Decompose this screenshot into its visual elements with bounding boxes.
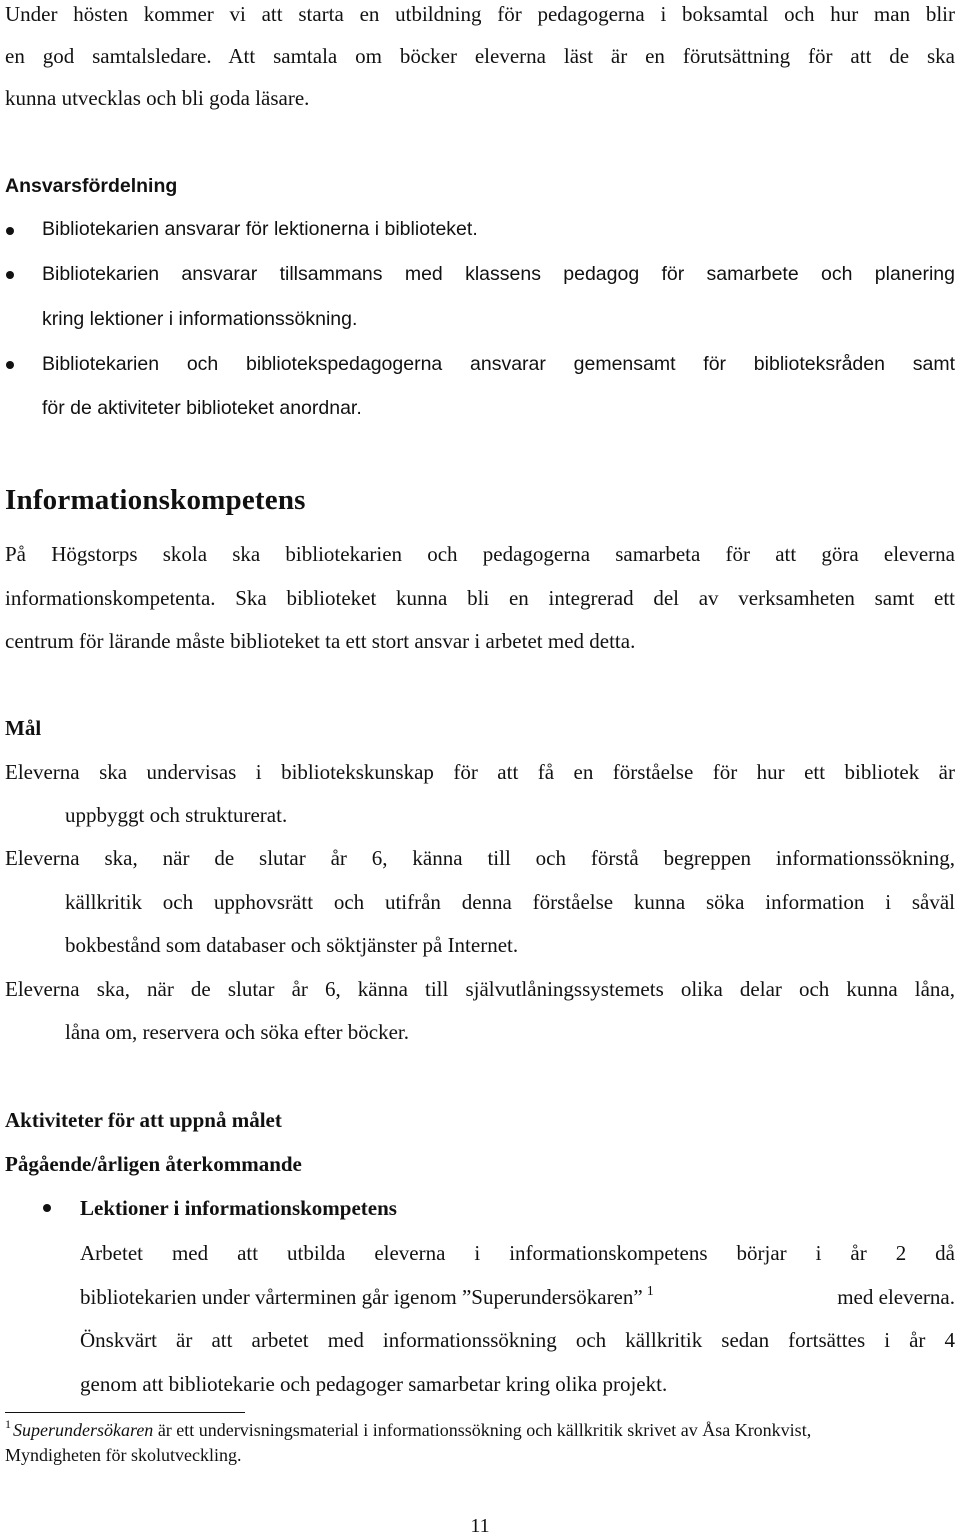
responsibility-item-line [42, 265, 955, 285]
bullet-dot [6, 227, 14, 235]
footnote-italic-title: Superundersökaren [13, 1420, 154, 1440]
section-heading-ansvarsfordelning: Ansvarsfördelning [5, 175, 178, 197]
responsibility-item-text: för de aktiviteter biblioteket anordnar. [42, 397, 362, 419]
section-heading-aktiviteter: Aktiviteter för att uppnå målet [5, 1108, 282, 1132]
responsibility-item-line [42, 355, 955, 375]
intro-paragraph-line [5, 46, 955, 67]
footnote-text: är ett undervisningsmaterial i informationssökning och källkritik skrivet av Åsa Kronkvist, [153, 1420, 812, 1440]
footnote-reference[interactable]: 1 [646, 1284, 654, 1299]
paragraph-line-text: På Högstorps skola ska bibliotekarien och pedagogerna samarbeta för att göra eleverna [5, 542, 955, 566]
bullet-dot [43, 1204, 51, 1212]
activity-line-text: Önskvärt är att arbetet med informationssökning och källkritik sedan fortsättes i år 4 [80, 1328, 955, 1352]
goal-item-line [5, 848, 955, 869]
section-heading-informationskompetens: Informationskompetens [5, 484, 306, 516]
intro-paragraph-line [5, 88, 309, 109]
paragraph-line-text: informationskompetenta. Ska biblioteket kunna bli en integrerad del av verksamheten samt ett [5, 586, 955, 610]
responsibility-item-text: Bibliotekarien ansvarar tillsammans med klassens pedagog för samarbete och planering [42, 263, 955, 285]
activity-line-end-text: med eleverna. [837, 1285, 955, 1309]
goal-item-line [5, 762, 955, 783]
intro-paragraph-line [5, 4, 955, 25]
page-number: 11 [470, 1515, 490, 1537]
bullet-dot [6, 271, 14, 279]
goal-line-text: Eleverna ska, när de slutar år 6, känna till självutlåningssystemets olika delar och kunna låna, [5, 977, 955, 1001]
activity-line-text: Arbetet med att utbilda eleverna i informationskompetens börjar i år 2 då [80, 1241, 955, 1265]
goal-item-line: låna om, reservera och söka efter böcker. [65, 1020, 409, 1044]
responsibility-item-text: Bibliotekarien och bibliotekspedagogerna ansvarar gemensamt för biblioteksråden samt [42, 353, 955, 375]
goal-line-text: Eleverna ska, när de slutar år 6, känna till och förstå begreppen informationssökning, [5, 846, 955, 870]
responsibility-item-text: kring lektioner i informationssökning. [42, 308, 358, 330]
activity-paragraph-line [80, 1284, 955, 1309]
goal-item-line: bokbestånd som databaser och söktjänster på Internet. [65, 933, 519, 957]
intro-line-text: en god samtalsledare. Att samtala om böcker eleverna läst är en förutsättning för att de ska [5, 44, 955, 68]
activity-paragraph-line [80, 1330, 955, 1351]
paragraph-line-text: centrum för lärande måste biblioteket ta ett stort ansvar i arbetet med detta. [5, 629, 636, 653]
intro-line-text: kunna utvecklas och bli goda läsare. [5, 86, 310, 110]
informationskompetens-paragraph-line [5, 588, 955, 609]
footnote-number: 1 [5, 1417, 11, 1431]
goal-item-line [65, 892, 955, 913]
goal-line-text: Eleverna ska undervisas i bibliotekskunskap för att få en förståelse för hur ett bibliotek är [5, 760, 955, 784]
activity-line-with-footnote [80, 1284, 654, 1309]
bullet-dot [6, 361, 14, 369]
goal-line-text: källkritik och upphovsrätt och utifrån denna förståelse kunna söka information i såväl [65, 890, 955, 914]
subheading-pagaende: Pågående/årligen återkommande [5, 1152, 302, 1176]
responsibility-item-text: Bibliotekarien ansvarar för lektionerna i biblioteket. [42, 218, 478, 240]
intro-line-text: Under hösten kommer vi att starta en utbildning för pedagogerna i boksamtal och hur man blir [5, 2, 955, 26]
activity-paragraph-line [80, 1243, 955, 1264]
activity-title: Lektioner i informationskompetens [80, 1196, 397, 1220]
section-heading-mal: Mål [5, 716, 42, 740]
goal-item-line: uppbyggt och strukturerat. [65, 803, 288, 827]
informationskompetens-paragraph-line [5, 544, 955, 565]
activity-paragraph-line: genom att bibliotekarie och pedagoger samarbetar kring olika projekt. [80, 1372, 668, 1396]
footnote-line: Myndigheten för skolutveckling. [5, 1445, 242, 1465]
informationskompetens-paragraph-line [5, 631, 635, 652]
footnote-line [5, 1417, 812, 1440]
goal-item-line [5, 979, 955, 1000]
activity-line-text: bibliotekarien under vårterminen går igenom ”Superundersökaren” [80, 1285, 643, 1309]
footnote-separator [5, 1412, 245, 1413]
